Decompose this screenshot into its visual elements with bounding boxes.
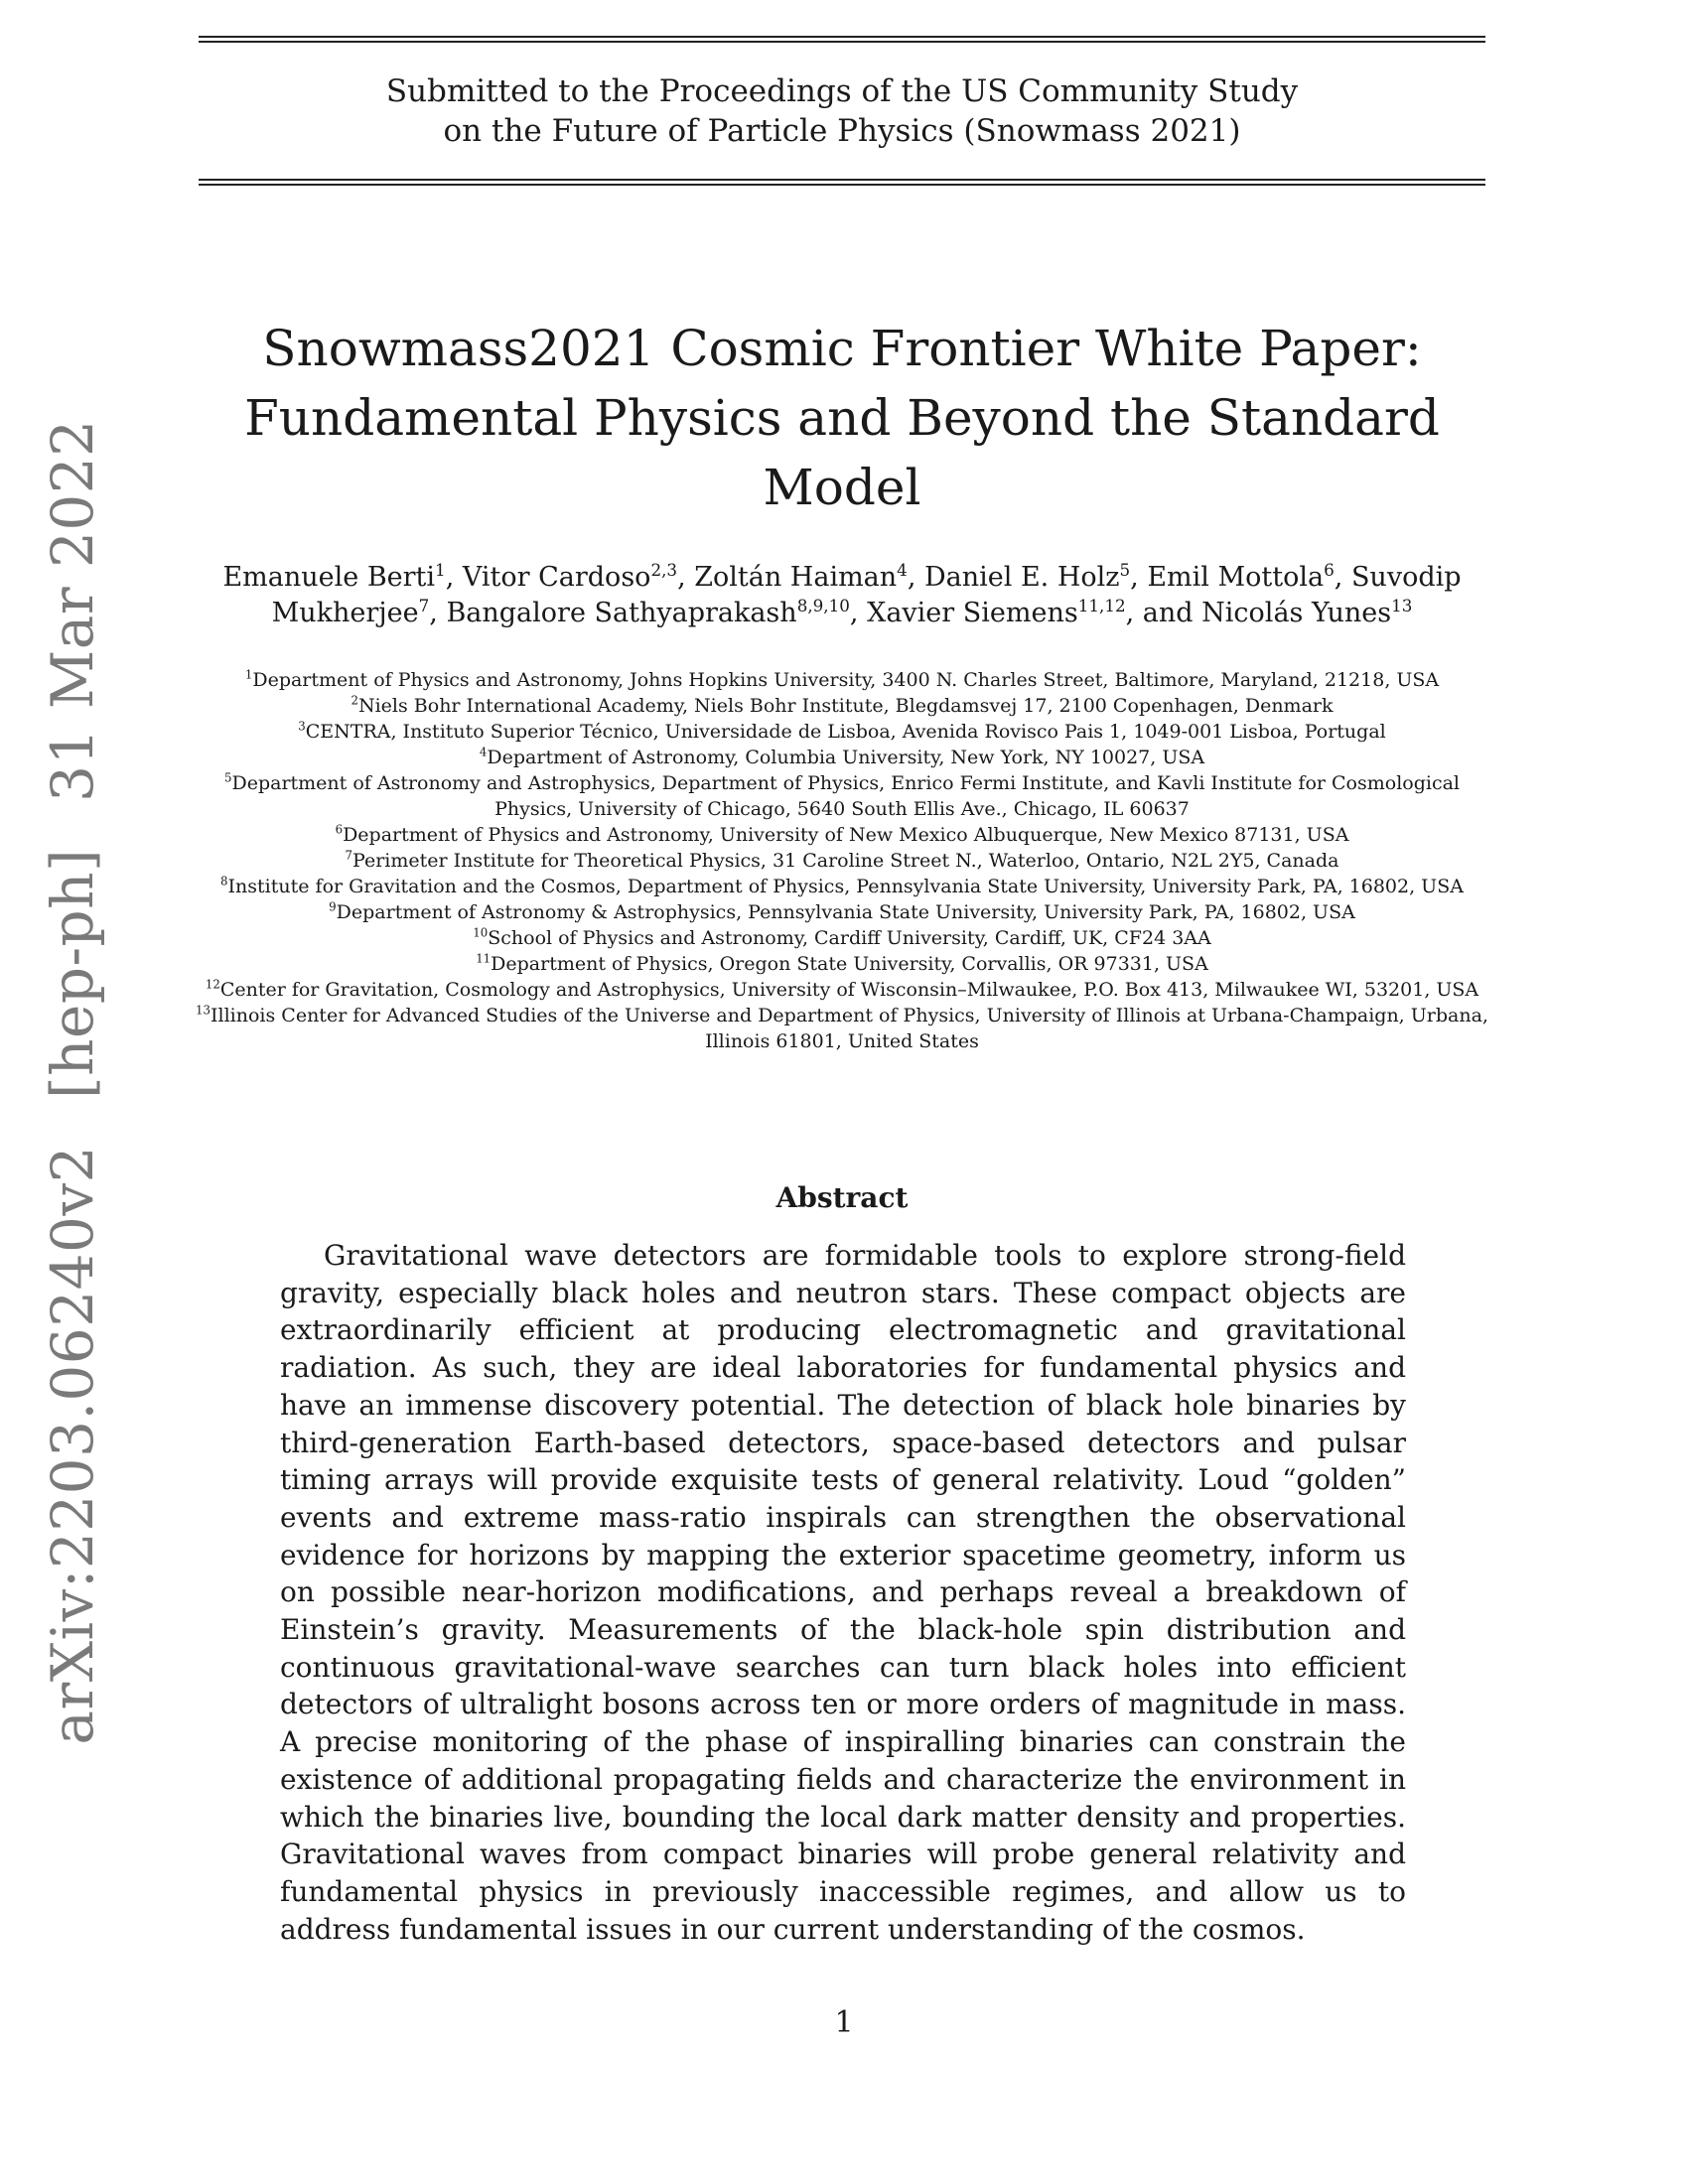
abstract-text: Gravitational wave detectors are formidable tools to explore strong-field gravity, especially black holes and neutron stars. These compact objects are extraordinarily efficient at producing electromagnetic and gravitational radiation. As such, they are ideal laboratories for fundamental physics and have an immense discovery potential. The detection of black hole binaries by third-generation Earth-based detectors, space-based detectors and pulsar timing arrays will provide exquisite tests of general relativity. Loud “golden” events and extreme mass-ratio inspirals can strengthen the observational evidence for horizons by mapping the exterior spacetime geometry, inform us on possible near-horizon modifications, and perhaps reveal a breakdown of Einstein’s gravity. Measurements of the black-hole spin distribution and continuous gravitational-wave searches can turn black holes into efficient detectors of ultralight bosons across ten or more orders of magnitude in mass. A precise monitoring of the phase of inspiralling binaries can constrain the existence of additional propagating fields and characterize the environment in which the binaries live, bounding the local dark matter density and properties. Gravitational waves from compact binaries will probe general relativity and fundamental physics in previously inaccessible regimes, and allow us to address fundamental issues in our current understanding of the cosmos.: [280, 1239, 1406, 1946]
affiliation-text: Department of Physics, Oregon State University, Corvallis, OR 97331, USA: [491, 953, 1208, 975]
affiliation-line: [195, 977, 1489, 1003]
author-affiliation-mark: 2,3: [650, 560, 678, 580]
affiliation-line: [195, 770, 1489, 796]
author-affiliation-mark: 4: [897, 560, 908, 580]
venue-line-1: Submitted to the Proceedings of the US Community Study: [385, 73, 1299, 109]
affiliation-text: School of Physics and Astronomy, Cardiff University, Cardiff, UK, CF24 3AA: [488, 927, 1211, 949]
affiliation-line: [195, 745, 1489, 770]
affiliation-line: [195, 1028, 1489, 1054]
author: [694, 562, 908, 593]
affiliation-text: Niels Bohr International Academy, Niels Bohr Institute, Blegdamsvej 17, 2100 Copenhagen, Denmark: [357, 695, 1334, 717]
author-name: Xavier Siemens: [867, 598, 1078, 628]
author-affiliation-mark: 8,9,10: [796, 596, 850, 615]
author: [222, 562, 445, 593]
affiliation-line: [195, 1003, 1489, 1028]
affiliation-number: 11: [476, 951, 492, 966]
venue-note: [199, 71, 1485, 151]
affiliation-number: 1: [244, 667, 253, 682]
affiliation-list: [195, 667, 1489, 1054]
arxiv-date: 31 Mar 2022: [39, 419, 106, 802]
affiliation-line: [195, 822, 1489, 848]
header-rule-bottom-2: [199, 184, 1485, 186]
author-name: Vitor Cardoso: [462, 562, 651, 593]
affiliation-number: 12: [205, 977, 220, 992]
affiliation-number: 5: [223, 770, 232, 785]
author-affiliation-mark: 5: [1119, 560, 1131, 580]
affiliation-text: CENTRA, Instituto Superior Técnico, Universidade de Lisboa, Avenida Rovisco Pais 1, 1049-001 Lisboa, Portugal: [305, 721, 1386, 743]
affiliation-line: [195, 848, 1489, 874]
affiliation-number: 7: [345, 848, 353, 863]
affiliation-text: Perimeter Institute for Theoretical Physics, 31 Caroline Street N., Waterloo, Ontario, N2L 2Y5, Canada: [352, 850, 1339, 872]
author-affiliation-mark: 11,12: [1077, 596, 1126, 615]
affiliation-line: [195, 719, 1489, 745]
author: [1201, 598, 1412, 628]
author-name: Emanuele Berti: [222, 562, 436, 593]
author-name: Suvodip Mukherjee: [271, 562, 1462, 628]
affiliation-line: [195, 874, 1489, 899]
author: [924, 562, 1130, 593]
venue-line-2: on the Future of Particle Physics (Snowmass 2021): [443, 113, 1241, 149]
affiliation-number: 2: [351, 693, 358, 708]
author: [446, 598, 849, 628]
affiliation-text: Illinois Center for Advanced Studies of the Universe and Department of Physics, University of Illinois at Urbana-Champaign, Urbana,: [211, 1005, 1488, 1026]
arxiv-side-stamp: [39, 405, 106, 1758]
header-rule-bottom-1: [199, 179, 1485, 181]
affiliation-text: Department of Astronomy, Columbia University, New York, NY 10027, USA: [487, 747, 1205, 768]
affiliation-text: Department of Astronomy & Astrophysics, Pennsylvania State University, University Park, PA, 16802, USA: [336, 901, 1355, 923]
abstract-heading: Abstract: [775, 1181, 909, 1214]
arxiv-id: arXiv:2203.06240v2: [39, 1145, 106, 1745]
affiliation-line: [195, 925, 1489, 951]
author-affiliation-mark: 1: [435, 560, 446, 580]
author-name: Zoltán Haiman: [694, 562, 898, 593]
author: [867, 598, 1126, 628]
affiliation-line: [195, 667, 1489, 693]
affiliation-text: Illinois 61801, United States: [705, 1030, 979, 1052]
affiliation-number: 4: [479, 745, 488, 759]
affiliation-line: [195, 951, 1489, 977]
affiliation-text: Department of Physics and Astronomy, University of New Mexico Albuquerque, New Mexico 87131, USA: [343, 824, 1349, 846]
affiliation-line: [195, 796, 1489, 822]
author-name: Nicolás Yunes: [1201, 598, 1392, 628]
author-affiliation-mark: 13: [1391, 596, 1413, 615]
author: [1147, 562, 1334, 593]
page-number: 1: [834, 2005, 854, 2040]
author-affiliation-mark: 7: [418, 596, 430, 615]
affiliation-number: 13: [196, 1003, 211, 1018]
affiliation-text: Institute for Gravitation and the Cosmos, Department of Physics, Pennsylvania State University, University Park, PA, 16802, USA: [227, 876, 1464, 897]
affiliation-text: Department of Physics and Astronomy, Johns Hopkins University, 3400 N. Charles Street, Baltimore, Maryland, 21218, USA: [252, 669, 1440, 691]
arxiv-category: [hep-ph]: [39, 848, 106, 1099]
affiliation-number: 9: [329, 899, 337, 914]
author-list: Emanuele Berti$^1$, Vitor Cardoso$^{2,3}$, Zoltán Haiman$^4$, Daniel E. Holz$^5$, Emil Mottola$^6$, Suvodip Mukherjee$^7$, Bangalore Sathyaprakash$^{8,9,10}$, Xavier Siemens$^{11,12}$, and Nicolás Yunes$^{13}$: [222, 560, 1462, 628]
affiliation-line: [195, 693, 1489, 719]
affiliation-number: 8: [220, 874, 228, 888]
author-name: Bangalore Sathyaprakash: [446, 598, 797, 628]
author: [463, 562, 677, 593]
affiliation-number: 6: [335, 822, 344, 837]
header-rule-top-1: [199, 36, 1485, 38]
affiliation-text: Physics, University of Chicago, 5640 South Ellis Ave., Chicago, IL 60637: [494, 798, 1190, 820]
affiliation-number: 10: [473, 925, 489, 940]
affiliation-text: Center for Gravitation, Cosmology and Astrophysics, University of Wisconsin–Milwaukee, P.O. Box 413, Milwaukee WI, 53201, USA: [219, 979, 1479, 1001]
header-rule-top-2: [199, 41, 1485, 43]
author-affiliation-mark: 6: [1324, 560, 1335, 580]
author-name: Daniel E. Holz: [924, 562, 1120, 593]
author-name: Emil Mottola: [1147, 562, 1325, 593]
affiliation-line: [195, 899, 1489, 925]
affiliation-text: Department of Astronomy and Astrophysics, Department of Physics, Enrico Fermi Institute, and Kavli Institute for Cosmological: [231, 772, 1461, 794]
affiliation-number: 3: [298, 719, 306, 734]
paper-title: Snowmass2021 Cosmic Frontier White Paper: Fundamental Physics and Beyond the Standard Model: [244, 320, 1440, 516]
